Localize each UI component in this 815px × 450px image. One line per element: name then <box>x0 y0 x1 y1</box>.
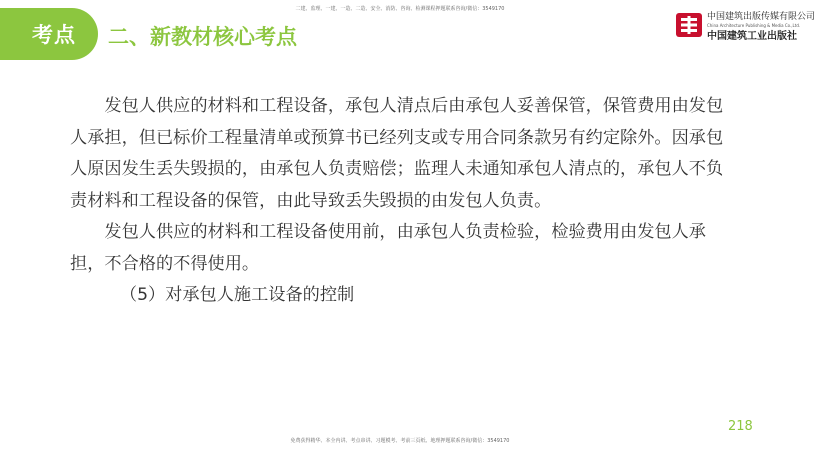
publisher-name-cn: 中国建筑出版传媒有限公司 <box>707 12 815 22</box>
bottom-watermark-note: 免费获得精华、本全内讲、考点串讲、习题模考、考前三页纸、地理押题联系咨询/微信：3549170 <box>290 438 510 444</box>
publisher-logo-text <box>707 12 815 43</box>
top-watermark-note: 二建、监理、一建、一造、二造、安全、消防、咨询、检测课程押题联系咨询/微信：3549170 <box>295 6 505 12</box>
publisher-logo <box>675 12 815 43</box>
paragraph-2: 发包人供应的材料和工程设备使用前，由承包人负责检验，检验费用由发包人承担，不合格的不得使用。 <box>70 222 706 274</box>
publisher-name-en: China Architecture Publishing & Media Co.,Ltd. <box>707 23 801 28</box>
publisher-calligraphy: 中国建筑工业出版社 <box>707 31 797 42</box>
main-content <box>70 91 740 312</box>
page-number: 218 <box>728 419 753 434</box>
paragraph-1: 发包人供应的材料和工程设备，承包人清点后由承包人妥善保管，保管费用由发包人承担，但已标价工程量清单或预算书已经列支或专用合同条款另有约定除外。因承包人原因发生丢失毁损的，由承包人负责赔偿；监理人未通知承包人清点的，承包人不负责材料和工程设备的保管，由此导致丢失毁损的由发包人负责。 <box>70 96 724 211</box>
kaodian-badge <box>0 8 98 60</box>
publisher-logo-icon <box>675 12 703 38</box>
subheading: （5）对承包人施工设备的控制 <box>119 285 355 305</box>
badge-label: 考点 <box>32 23 76 47</box>
section-title: 二、新教材核心考点 <box>108 25 297 49</box>
